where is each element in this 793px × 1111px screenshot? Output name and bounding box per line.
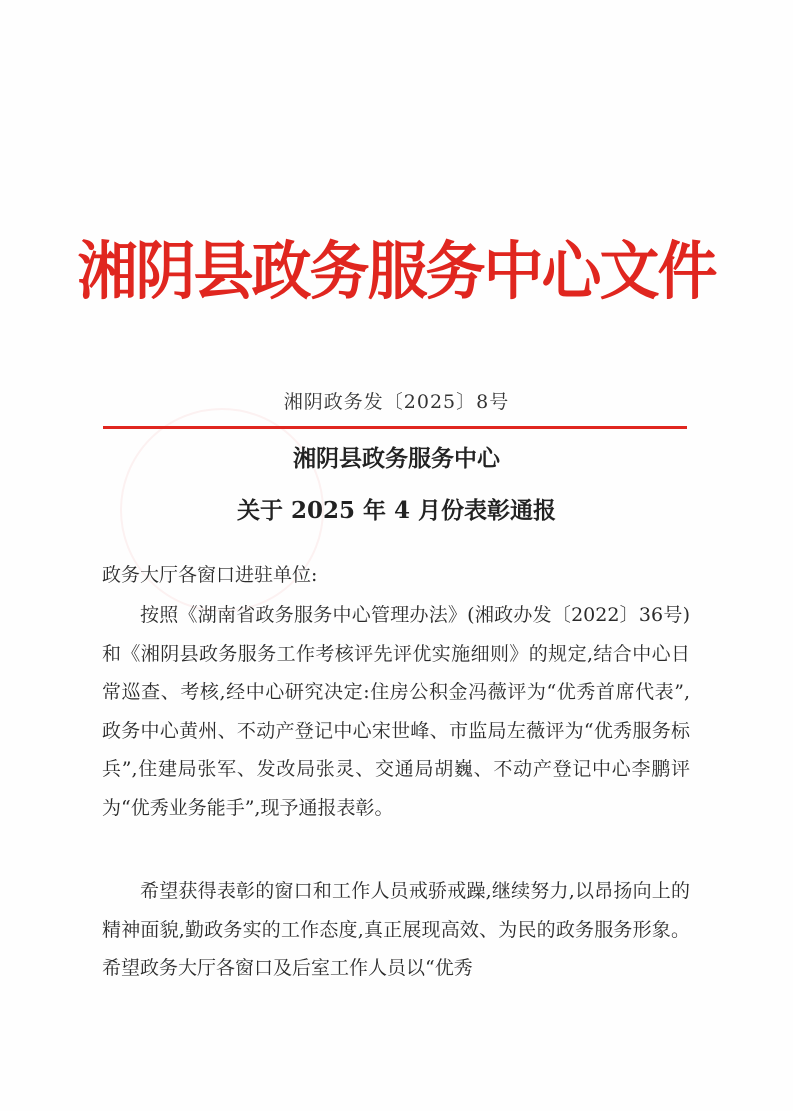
masthead-title: 湘阴县政务服务中心文件 — [77, 235, 716, 309]
red-divider-line — [103, 426, 687, 429]
document-number: 湘阴政务发〔2025〕8号 — [283, 391, 510, 413]
notice-title-line-2: 关于 2025 年 4 月份表彰通报 — [236, 497, 557, 524]
salutation: 政务大厅各窗口进驻单位: — [102, 564, 318, 586]
body-paragraph-2: 希望获得表彰的窗口和工作人员戒骄戒躁,继续努力,以昂扬向上的精神面貌,勤政务实的工作态度,真正展现高效、为民的政务服务形象。希望政务大厅各窗口及后室工作人员以“优秀 — [102, 880, 690, 979]
body-paragraph-1: 按照《湖南省政务服务中心管理办法》(湘政办发〔2022〕36号)和《湘阴县政务服务工作考核评先评优实施细则》的规定,结合中心日常巡查、考核,经中心研究决定:住房公积金冯薇评为“优秀首席代表”,政务中心黄州、不动产登记中心宋世峰、市监局左薇评为“优秀服务标兵”,住建局张军、发改局张灵、交通局胡巍、不动产登记中心李鹏评为“优秀业务能手”,现予通报表彰。 — [102, 604, 690, 819]
notice-title-line-1: 湘阴县政务服务中心 — [293, 445, 500, 472]
